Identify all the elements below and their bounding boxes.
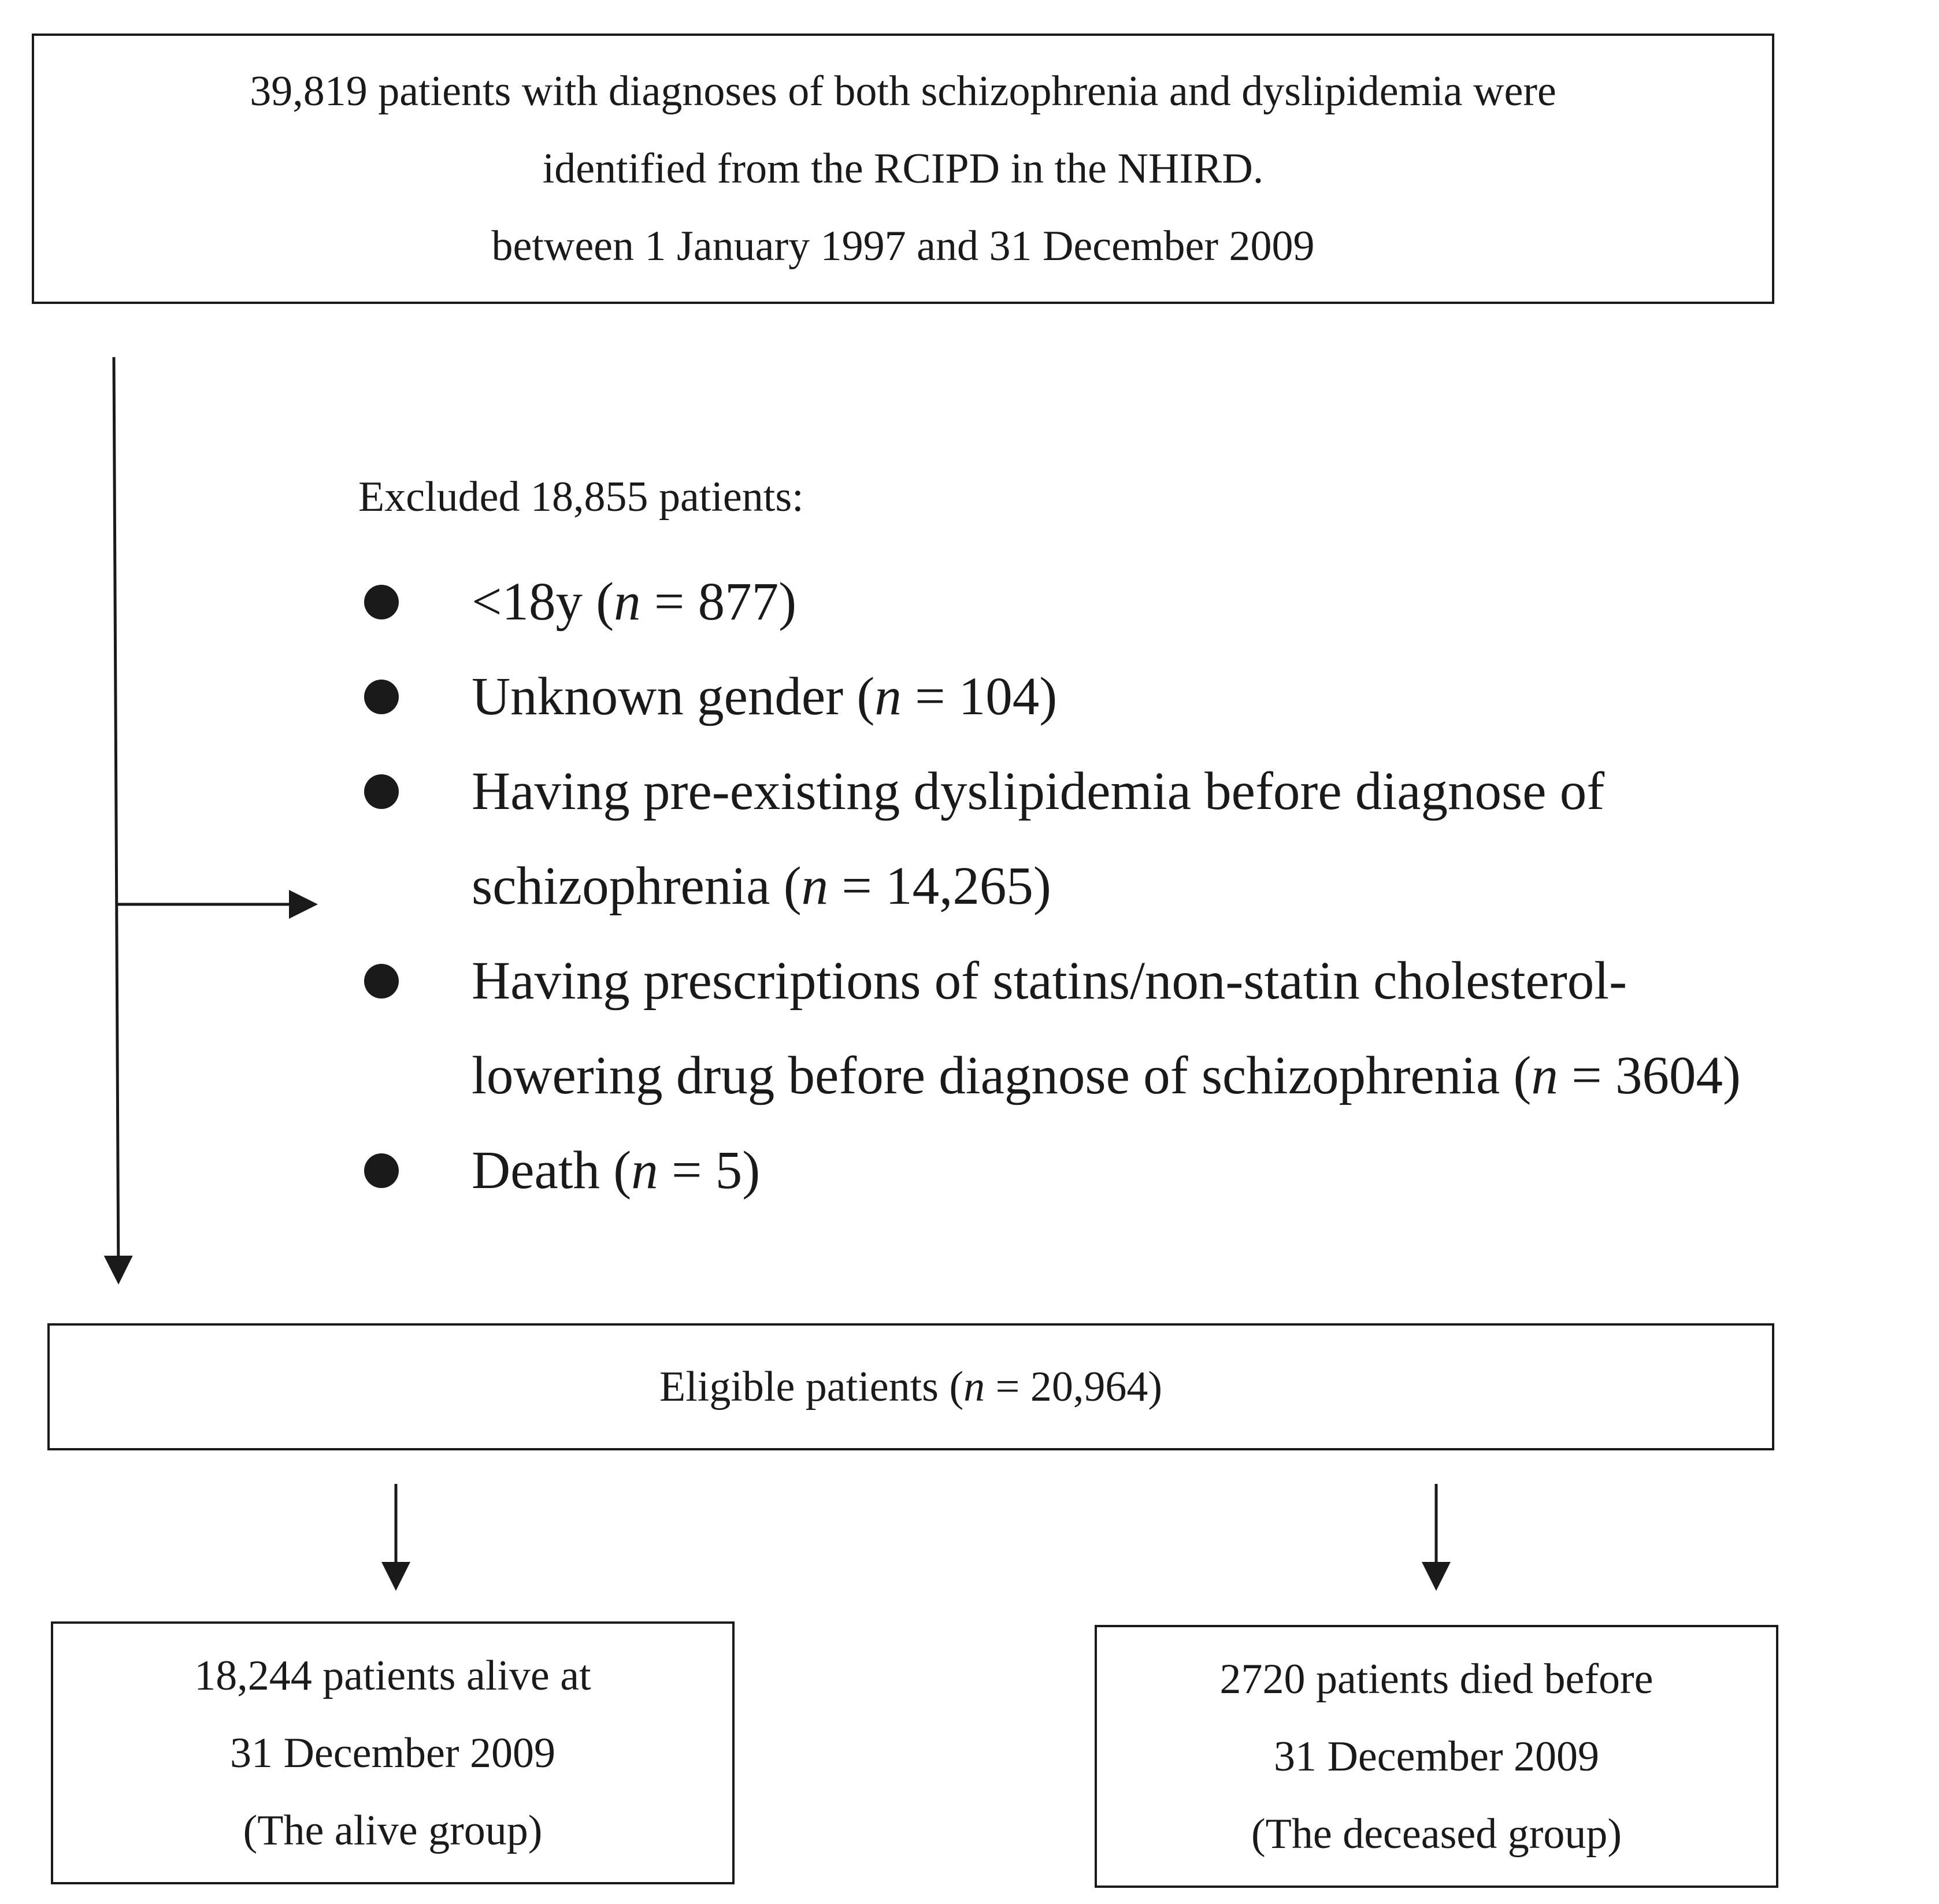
bullet-icon	[364, 680, 399, 714]
deceased-group-box	[1095, 1625, 1778, 1888]
eligible-patients-box	[47, 1323, 1774, 1450]
exclusion-item-death	[358, 1123, 1936, 1218]
bullet-icon	[364, 1153, 399, 1188]
exclusion-line: Unknown gender (n = 104)	[472, 667, 1058, 726]
exclusion-line: schizophrenia (n = 14,265)	[472, 856, 1051, 916]
alive-line-3: (The alive group)	[243, 1806, 543, 1854]
exclusion-line: Death (n = 5)	[472, 1141, 761, 1200]
source-population-box	[32, 34, 1774, 304]
bullet-icon	[364, 774, 399, 809]
exclusion-item-preexisting-dyslipidemia	[358, 744, 1936, 934]
alive-group-box	[51, 1621, 735, 1884]
alive-line-1: 18,244 patients alive at	[194, 1651, 591, 1699]
exclusion-item-age	[358, 555, 1936, 649]
exclusion-line: Having prescriptions of statins/non-statin cholesterol-	[472, 951, 1627, 1011]
exclusion-heading: Excluded 18,855 patients:	[358, 473, 804, 521]
alive-line-2: 31 December 2009	[229, 1729, 556, 1777]
bullet-icon	[364, 585, 399, 619]
exclusion-item-statin-prescriptions	[358, 934, 1936, 1123]
main-flow-arrow	[114, 357, 118, 1282]
exclusion-line: <18y (n = 877)	[472, 572, 797, 632]
source-line-2: identified from the RCIPD in the NHIRD.	[542, 145, 1264, 192]
exclusion-item-gender	[358, 649, 1936, 744]
bullet-icon	[364, 964, 399, 999]
eligible-label: Eligible patients (n = 20,964)	[659, 1363, 1162, 1411]
exclusion-criteria	[358, 468, 1936, 1218]
deceased-line-2: 31 December 2009	[1273, 1732, 1600, 1780]
deceased-line-1: 2720 patients died before	[1219, 1655, 1653, 1703]
deceased-line-3: (The deceased group)	[1251, 1810, 1622, 1858]
source-line-3: between 1 January 1997 and 31 December 2009	[491, 222, 1315, 270]
exclusion-line: Having pre-existing dyslipidemia before diagnose of	[472, 762, 1605, 821]
source-line-1: 39,819 patients with diagnoses of both schizophrenia and dyslipidemia were	[250, 68, 1556, 115]
exclusion-line: lowering drug before diagnose of schizophrenia (n = 3604)	[472, 1046, 1741, 1105]
